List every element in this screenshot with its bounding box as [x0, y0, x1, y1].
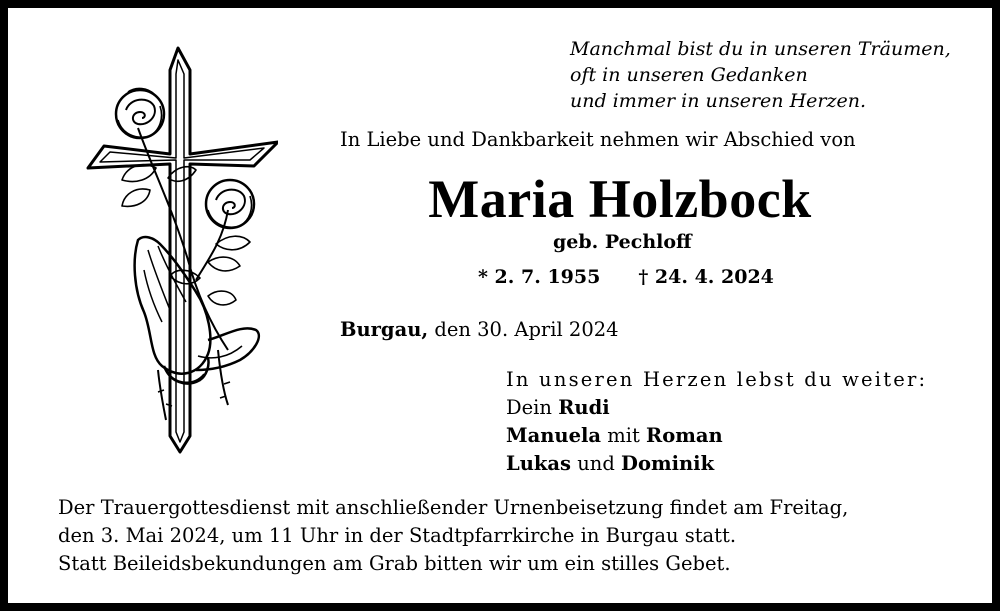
signoff-prefix: Dein	[506, 396, 552, 419]
deceased-name-wrap	[0, 168, 1000, 230]
signoff-tagline: In unseren Herzen lebst du weiter:	[506, 368, 928, 391]
deceased-name: Maria Holzbock	[428, 169, 812, 229]
signoff-line	[506, 450, 927, 478]
mourner-name: Roman	[646, 424, 723, 447]
signoff-line	[506, 422, 927, 450]
mourner-name: Lukas	[506, 452, 572, 475]
poem-line: und immer in unseren Herzen.	[570, 90, 867, 112]
birth-date: * 2. 7. 1955	[478, 266, 601, 288]
notice-line: Statt Beileidsbekundungen am Grab bitten wir um ein stilles Gebet.	[58, 552, 731, 575]
life-dates	[478, 266, 774, 288]
place-and-date	[340, 318, 619, 341]
notice-line: Der Trauergottesdienst mit anschließender Urnenbeisetzung findet am Freitag,	[58, 496, 849, 519]
death-date: † 24. 4. 2024	[638, 266, 774, 288]
mourner-name: Manuela	[506, 424, 602, 447]
funeral-notice	[58, 494, 848, 578]
memorial-poem	[570, 36, 951, 114]
farewell-intro: In Liebe und Dankbarkeit nehmen wir Abschied von	[340, 128, 856, 151]
poem-line: oft in unseren Gedanken	[570, 64, 808, 86]
signoff-line	[506, 394, 927, 422]
notice-date: den 30. April 2024	[434, 318, 619, 341]
signoff-joiner: und	[577, 452, 615, 475]
mourner-name: Rudi	[558, 396, 610, 419]
birth-name: geb. Pechloff	[553, 231, 692, 253]
town: Burgau,	[340, 318, 429, 341]
family-signoff	[506, 366, 927, 478]
poem-line: Manchmal bist du in unseren Träumen,	[570, 38, 951, 60]
mourner-name: Dominik	[621, 452, 715, 475]
cross-roses-praying-hands-icon	[78, 40, 278, 460]
notice-line: den 3. Mai 2024, um 11 Uhr in der Stadtpfarrkirche in Burgau statt.	[58, 524, 737, 547]
signoff-joiner: mit	[607, 424, 640, 447]
